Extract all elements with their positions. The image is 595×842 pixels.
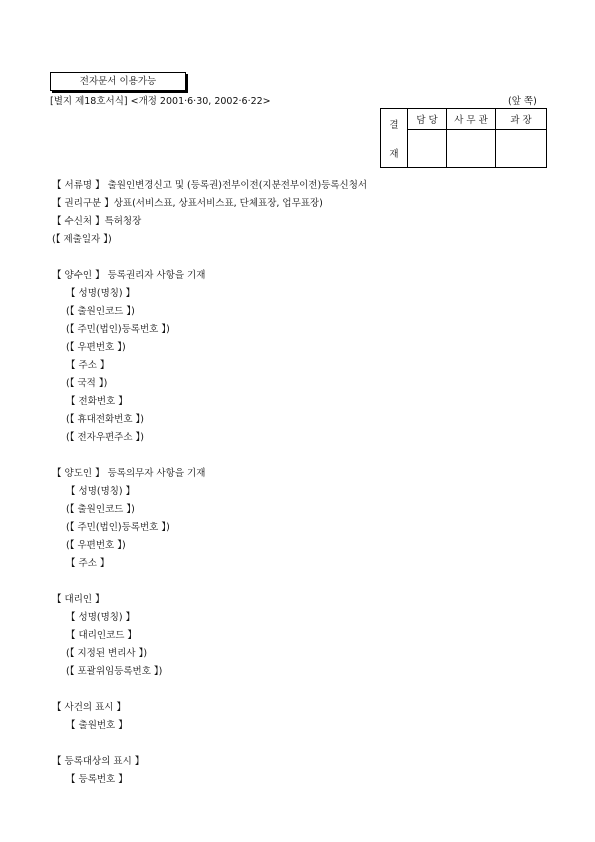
- form-field: (【 주민(법인)등록번호 】): [66, 522, 170, 533]
- form-field: (【 국적 】): [66, 378, 108, 389]
- form-number: [별지 제18호서식] <개정 2001·6·30, 2002·6·22>: [50, 96, 271, 107]
- form-section: 【 등록대상의 표시 】: [52, 756, 145, 767]
- form-section: 【 서류명 】 출원인변경신고 및 (등록권)전부이전(지분전부이전)등록신청서: [52, 180, 368, 191]
- form-section: 【 사건의 표시 】: [52, 702, 126, 713]
- approval-sign-director: [496, 130, 547, 168]
- form-field: 【 등록번호 】: [66, 774, 128, 785]
- form-field: 【 출원번호 】: [66, 720, 128, 731]
- approval-label-cell: [381, 109, 408, 168]
- form-field: 【 대리인코드 】: [66, 630, 137, 641]
- form-field: 【 성명(명칭) 】: [66, 288, 136, 299]
- form-field: (【 출원인코드 】): [66, 306, 135, 317]
- approval-sign-staff: [408, 130, 447, 168]
- electronic-document-badge: 전자문서 이용가능: [50, 72, 186, 91]
- form-section: 【 양수인 】 등록권리자 사항을 기재: [52, 270, 206, 281]
- form-field: (【 출원인코드 】): [66, 504, 135, 515]
- form-field: 【 주소 】: [66, 360, 110, 371]
- form-section: (【 제출일자 】): [52, 234, 112, 245]
- form-field: (【 지정된 변리사 】): [66, 648, 148, 659]
- approval-label-bottom: 재: [389, 148, 399, 160]
- form-field: (【 우편번호 】): [66, 342, 126, 353]
- approval-col-director: 과 장: [496, 109, 547, 130]
- form-field: (【 포괄위임등록번호 】): [66, 666, 163, 677]
- form-field: (【 우편번호 】): [66, 540, 126, 551]
- form-field: (【 주민(법인)등록번호 】): [66, 324, 170, 335]
- form-field: 【 주소 】: [66, 558, 110, 569]
- approval-table: [380, 108, 547, 168]
- approval-col-staff: 담 당: [408, 109, 447, 130]
- form-field: 【 성명(명칭) 】: [66, 612, 136, 623]
- form-section: 【 권리구분 】상표(서비스표, 상표서비스표, 단체표장, 업무표장): [52, 198, 323, 209]
- form-field: (【 전자우편주소 】): [66, 432, 145, 443]
- form-section: 【 양도인 】 등록의무자 사항을 기재: [52, 468, 206, 479]
- form-field: 【 전화번호 】: [66, 396, 128, 407]
- approval-label-top: 결: [389, 119, 399, 131]
- form-section: 【 수신처 】특허청장: [52, 216, 142, 227]
- page-side-label: (앞 쪽): [508, 96, 537, 107]
- approval-col-officer: 사 무 관: [447, 109, 496, 130]
- form-field: (【 휴대전화번호 】): [66, 414, 145, 425]
- approval-sign-officer: [447, 130, 496, 168]
- form-section: 【 대리인 】: [52, 594, 105, 605]
- form-field: 【 성명(명칭) 】: [66, 486, 136, 497]
